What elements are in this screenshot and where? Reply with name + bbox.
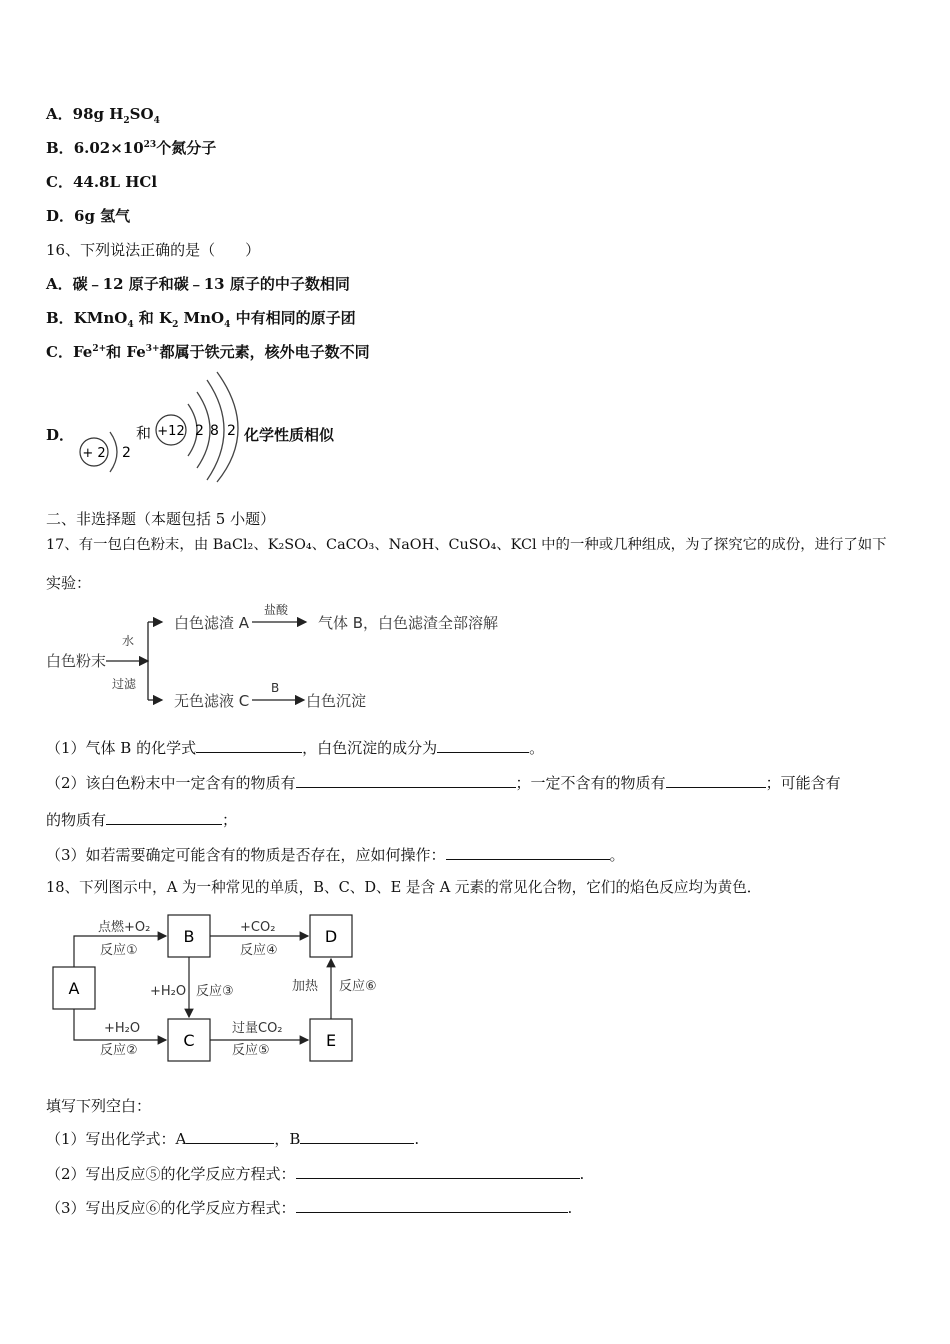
magnesium-atom-diagram (156, 372, 238, 482)
q17-part2: （2）该白色粉末中一定含有的物质有 ；一定不含有的物质有 ；可能含有 (46, 774, 841, 792)
q16-option-c: C．$Fe^{2+}$和 $Fe^{3+}$都属于铁元素，核外电子数不同 (46, 343, 370, 361)
flow-filtrate-label: 无色滤液 C (174, 692, 250, 710)
box-d-label: D (324, 927, 338, 946)
he-shell-count: 2 (122, 445, 131, 461)
helium-atom-diagram (80, 432, 131, 472)
flow-gas-result-label: 气体 B，白色滤渣全部溶解 (318, 614, 499, 632)
q18-part3: （3）写出反应⑥的化学反应方程式： . (46, 1199, 573, 1217)
flow-reagent-b-label: B (271, 681, 280, 695)
q16-option-a: A．碳﹣12 原子和碳﹣13 原子的中子数相同 (46, 275, 350, 293)
answer-blank[interactable] (296, 1198, 568, 1213)
r1-top: 点燃+O₂ (98, 920, 151, 935)
mg-shell-2: 8 (210, 423, 219, 439)
q17-flow-diagram (44, 600, 514, 718)
r5-top: 过量CO₂ (232, 1021, 283, 1036)
box-c-label: C (183, 1031, 195, 1050)
r4-bottom: 反应④ (240, 943, 278, 958)
q16-option-b: B．KMnO$_4$ 和 $K_2$ MnO$_4$ 中有相同的原子团 (46, 309, 356, 330)
r6-right: 反应⑥ (339, 979, 377, 994)
q17-part3: （3）如若需要确定可能含有的物质是否存在，应如何操作： 。 (46, 846, 625, 864)
q17-stem-line2: 实验： (46, 574, 92, 592)
q15-option-d: D．6g 氢气 (46, 207, 131, 225)
answer-blank[interactable] (446, 845, 610, 860)
q15-option-b: B．$6.02\times 10^{23}$个氮分子 (46, 139, 217, 157)
q17-part1: （1）气体 B 的化学式 ，白色沉淀的成分为 。 (46, 739, 545, 757)
q18-fill-instruction: 填写下列空白： (46, 1097, 152, 1115)
flow-filter-label: 过滤 (112, 677, 137, 691)
r3-left: +H₂O (150, 984, 187, 999)
mg-shell-3: 2 (227, 423, 236, 439)
answer-blank[interactable] (437, 738, 529, 753)
flow-water-label: 水 (122, 634, 135, 648)
and-label: 和 (136, 424, 152, 442)
answer-blank[interactable] (296, 1164, 580, 1179)
answer-blank[interactable] (186, 1129, 274, 1144)
q17-part2-cont: 的物质有 ； (46, 811, 238, 829)
mg-shell-1: 2 (195, 423, 204, 439)
q18-reaction-diagram (44, 906, 404, 1072)
flow-start-label: 白色粉末 (46, 652, 107, 670)
q17-stem-line1: 17、有一包白色粉末，由 BaCl₂、K₂SO₄、CaCO₃、NaOH、CuSO₄、KCl 中的一种或几种组成，为了探究它的成份，进行了如下 (46, 537, 887, 553)
section-2-title: 二、非选择题（本题包括 5 小题） (46, 510, 276, 528)
q16-option-d-label: D． (46, 426, 75, 444)
box-b-label: B (183, 927, 195, 946)
flow-acid-label: 盐酸 (264, 603, 289, 617)
answer-blank[interactable] (106, 810, 222, 825)
q15-option-a: A．98g $H_2SO_4$ (46, 105, 160, 126)
answer-blank[interactable] (300, 1129, 414, 1144)
r2-top: +H₂O (104, 1021, 141, 1036)
he-nucleus-label: + 2 (82, 446, 106, 461)
r6-left: 加热 (292, 979, 319, 994)
flow-precipitate-label: 白色沉淀 (306, 692, 367, 710)
mg-nucleus-label: +12 (157, 424, 185, 439)
q16-option-d-text: 化学性质相似 (244, 426, 335, 444)
q15-option-c: C．44.8L HCl (46, 173, 158, 191)
answer-blank[interactable] (196, 738, 302, 753)
r5-bottom: 反应⑤ (232, 1043, 270, 1058)
r2-bottom: 反应② (100, 1043, 138, 1058)
q18-part2: （2）写出反应⑤的化学反应方程式： . (46, 1165, 585, 1183)
q18-stem: 18、下列图示中，A 为一种常见的单质，B、C、D、E 是含 A 元素的常见化合物，它们的焰色反应均为黄色． (46, 879, 762, 896)
flow-residue-label: 白色滤渣 A (174, 614, 250, 632)
r3-right: 反应③ (196, 984, 234, 999)
box-a-label: A (68, 979, 80, 998)
q18-part1: （1）写出化学式：A ，B . (46, 1130, 420, 1148)
r4-top: +CO₂ (240, 920, 276, 935)
q16-stem: 16、下列说法正确的是（ ） (46, 241, 261, 259)
answer-blank[interactable] (296, 773, 516, 788)
box-e-label: E (325, 1031, 337, 1050)
answer-blank[interactable] (666, 773, 766, 788)
r1-bottom: 反应① (100, 943, 138, 958)
